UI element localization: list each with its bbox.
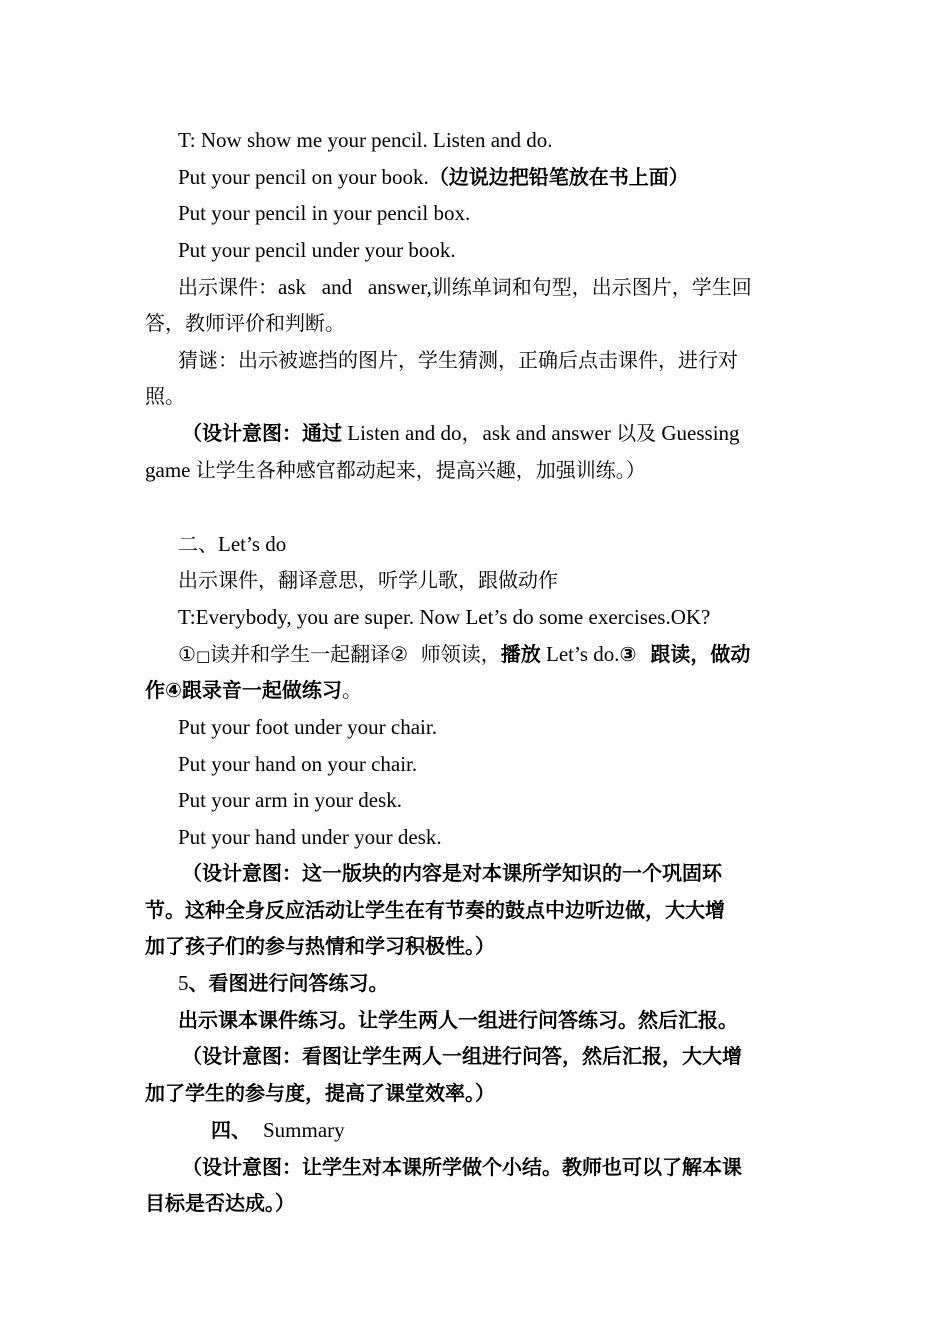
paragraph-text: 出示课件： <box>178 275 278 299</box>
steps-line <box>178 642 805 668</box>
instruction-line <box>178 238 805 262</box>
design-intent-text: 目标是否达成。） <box>145 1191 295 1215</box>
paragraph-text: 照。 <box>145 384 185 408</box>
paragraph-line <box>178 568 805 592</box>
section-title: 、看图进行问答练习。 <box>188 971 389 995</box>
paragraph-line <box>178 348 805 372</box>
design-intent-line <box>145 1191 805 1215</box>
design-intent-label: （设计意图：通过 <box>182 421 342 445</box>
paragraph-text: 出示课件，翻译意思，听学儿歌，跟做动作 <box>178 568 558 592</box>
design-intent-line <box>182 1155 805 1179</box>
instruction-text: Put your foot under your chair. <box>178 715 437 739</box>
dialogue-text: T:Everybody, you are super. Now Let’s do some exercises.OK? <box>178 605 711 629</box>
section-heading <box>178 971 805 995</box>
steps-text: 作④跟录音一起做练习 <box>145 678 342 702</box>
section-heading <box>178 532 805 556</box>
dialogue-line <box>178 128 805 152</box>
design-intent-text: Guessing <box>656 421 740 445</box>
instruction-line <box>178 752 805 776</box>
instruction-line <box>178 825 805 849</box>
instruction-text: Put your hand under your desk. <box>178 825 442 849</box>
instruction-note: （边说边把铅笔放在书上面） <box>428 165 689 189</box>
section-number: 5 <box>178 971 189 995</box>
paragraph-text: 答，教师评价和判断。 <box>145 311 345 335</box>
instruction-text: Put your hand on your chair. <box>178 752 418 776</box>
paragraph-text: 猜谜：出示被遮挡的图片，学生猜测，正确后点击课件，进行对 <box>178 348 738 372</box>
paragraph-text: 训练单词和句型，出示图片，学生回 <box>431 275 752 299</box>
paragraph-text: ask and answer, <box>278 275 432 299</box>
dialogue-line <box>178 605 805 629</box>
dialogue-text: T: Now show me your pencil. Listen and do. <box>178 128 553 152</box>
design-intent-text: 加了孩子们的参与热情和学习积极性。） <box>145 934 495 958</box>
instruction-text: Put your pencil under your book. <box>178 238 456 262</box>
instruction-line <box>178 715 805 739</box>
design-intent-line <box>145 1081 805 1105</box>
steps-text: 。 <box>341 678 362 702</box>
design-intent-text: 加了学生的参与度，提高了课堂效率。） <box>145 1081 495 1105</box>
instruction-text: Put your pencil in your pencil box. <box>178 201 471 225</box>
paragraph-line <box>145 311 805 335</box>
section-heading <box>211 1118 871 1142</box>
steps-text: 读并和学生一起翻译② 师领读， <box>210 642 501 666</box>
steps-text: Let’s do. <box>540 642 620 666</box>
step-marker: ① <box>178 642 196 666</box>
section-title: Let’s do <box>218 532 287 556</box>
paragraph-line <box>145 384 805 408</box>
paragraph-text: 出示课本课件练习。让学生两人一组进行问答练习。然后汇报。 <box>178 1008 738 1032</box>
design-intent-text: 让学生各种感官都动起来，提高兴趣，加强训练。） <box>195 458 646 482</box>
design-intent-line <box>145 934 805 958</box>
instruction-text: Put your arm in your desk. <box>178 788 402 812</box>
steps-line <box>145 678 805 702</box>
instruction-text: Put your pencil on your book. <box>178 165 429 189</box>
design-intent-text: （设计意图：这一版块的内容是对本课所学知识的一个巩固环 <box>182 861 722 885</box>
design-intent-line <box>145 898 805 922</box>
instruction-line <box>178 165 805 189</box>
section-title: Summary <box>263 1118 345 1142</box>
design-intent-text: 以及 <box>616 421 657 445</box>
placeholder-box-glyph: □ <box>195 647 211 665</box>
section-number: 二、 <box>178 532 218 556</box>
design-intent-text: （设计意图：看图让学生两人一组进行问答，然后汇报，大大增 <box>182 1044 742 1068</box>
instruction-line <box>178 788 805 812</box>
instruction-line <box>178 201 805 225</box>
paragraph-line <box>178 275 805 299</box>
steps-text: 播放 <box>500 642 541 666</box>
section-number: 四、 <box>211 1118 251 1142</box>
design-intent-line <box>145 458 805 482</box>
design-intent-text: 节。这种全身反应活动让学生在有节奏的鼓点中边听边做，大大增 <box>145 898 725 922</box>
design-intent-line <box>182 421 842 445</box>
design-intent-text: game <box>145 458 196 482</box>
design-intent-text: Listen and do，ask and answer <box>342 421 617 445</box>
design-intent-text: （设计意图：让学生对本课所学做个小结。教师也可以了解本课 <box>182 1155 742 1179</box>
paragraph-line <box>178 1008 805 1032</box>
steps-text: ③ 跟读，做动 <box>619 642 751 666</box>
design-intent-line <box>182 1044 805 1068</box>
design-intent-line <box>182 861 782 885</box>
